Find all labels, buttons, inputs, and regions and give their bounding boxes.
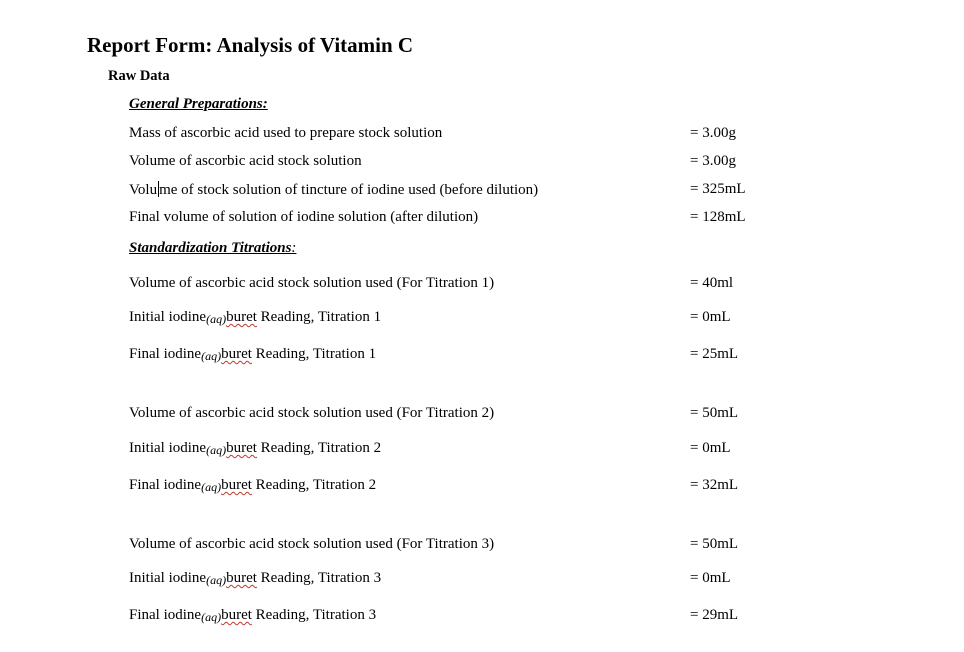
buret-word: buret bbox=[221, 477, 252, 493]
label-part: Final iodine bbox=[129, 346, 202, 362]
volume-stock-solution-label: Volume of ascorbic acid stock solution bbox=[129, 153, 362, 169]
titration-1-final-label bbox=[129, 346, 376, 363]
label-part: Initial iodine bbox=[129, 570, 207, 586]
titration-3-final-label bbox=[129, 607, 376, 624]
volume-stock-solution-value[interactable]: = 3.00g bbox=[690, 153, 736, 169]
label-part: Reading, Titration 3 bbox=[251, 607, 377, 623]
titration-3-volume-value[interactable]: = 50mL bbox=[690, 536, 739, 552]
general-preparations-heading: General Preparations: bbox=[129, 96, 268, 112]
volume-iodine-tincture-label bbox=[129, 181, 538, 199]
titration-1-volume-value[interactable]: = 40ml bbox=[690, 275, 734, 291]
heading-colon: : bbox=[291, 240, 297, 256]
buret-word: buret bbox=[226, 570, 257, 586]
aq-subscript: (aq) bbox=[206, 312, 227, 326]
standardization-titrations-heading bbox=[129, 240, 296, 257]
page-title: Report Form: Analysis of Vitamin C bbox=[87, 33, 414, 57]
titration-3-volume-label: Volume of ascorbic acid stock solution used (For Titration 3) bbox=[129, 536, 495, 552]
titration-3-initial-value[interactable]: = 0mL bbox=[690, 570, 731, 586]
final-volume-iodine-label: Final volume of solution of iodine solution (after dilution) bbox=[129, 209, 479, 225]
aq-subscript: (aq) bbox=[201, 480, 222, 494]
buret-word: buret bbox=[221, 346, 252, 362]
titration-2-final-value[interactable]: = 32mL bbox=[690, 477, 739, 493]
buret-word: buret bbox=[226, 309, 257, 325]
aq-subscript: (aq) bbox=[201, 349, 222, 363]
mass-ascorbic-acid-label: Mass of ascorbic acid used to prepare stock solution bbox=[129, 125, 443, 141]
label-part: Final iodine bbox=[129, 607, 202, 623]
buret-word: buret bbox=[221, 607, 252, 623]
raw-data-heading: Raw Data bbox=[108, 68, 170, 84]
label-part: Reading, Titration 2 bbox=[256, 440, 382, 456]
label-part: Reading, Titration 2 bbox=[251, 477, 377, 493]
aq-subscript: (aq) bbox=[206, 573, 227, 587]
titration-3-initial-label bbox=[129, 570, 381, 587]
titration-1-initial-label bbox=[129, 309, 381, 326]
aq-subscript: (aq) bbox=[206, 443, 227, 457]
mass-ascorbic-acid-value[interactable]: = 3.00g bbox=[690, 125, 736, 141]
final-volume-iodine-value[interactable]: = 128mL bbox=[690, 209, 746, 225]
titration-2-volume-label: Volume of ascorbic acid stock solution used (For Titration 2) bbox=[129, 405, 495, 421]
titration-2-initial-label bbox=[129, 440, 381, 457]
titration-1-final-value[interactable]: = 25mL bbox=[690, 346, 739, 362]
aq-subscript: (aq) bbox=[201, 610, 222, 624]
label-part: Reading, Titration 1 bbox=[251, 346, 377, 362]
label-part: Reading, Titration 3 bbox=[256, 570, 382, 586]
titration-2-initial-value[interactable]: = 0mL bbox=[690, 440, 731, 456]
heading-text: Standardization Titrations bbox=[129, 240, 292, 256]
label-part: Volu bbox=[129, 182, 158, 198]
label-part: Reading, Titration 1 bbox=[256, 309, 382, 325]
label-part: Initial iodine bbox=[129, 440, 207, 456]
label-part: Initial iodine bbox=[129, 309, 207, 325]
titration-2-final-label bbox=[129, 477, 376, 494]
titration-1-volume-label: Volume of ascorbic acid stock solution used (For Titration 1) bbox=[129, 275, 495, 291]
titration-1-initial-value[interactable]: = 0mL bbox=[690, 309, 731, 325]
volume-iodine-tincture-value[interactable]: = 325mL bbox=[690, 181, 746, 197]
titration-2-volume-value[interactable]: = 50mL bbox=[690, 405, 739, 421]
titration-3-final-value[interactable]: = 29mL bbox=[690, 607, 739, 623]
label-part: Final iodine bbox=[129, 477, 202, 493]
buret-word: buret bbox=[226, 440, 257, 456]
label-part: me of stock solution of tincture of iodine used (before dilution) bbox=[159, 182, 539, 198]
